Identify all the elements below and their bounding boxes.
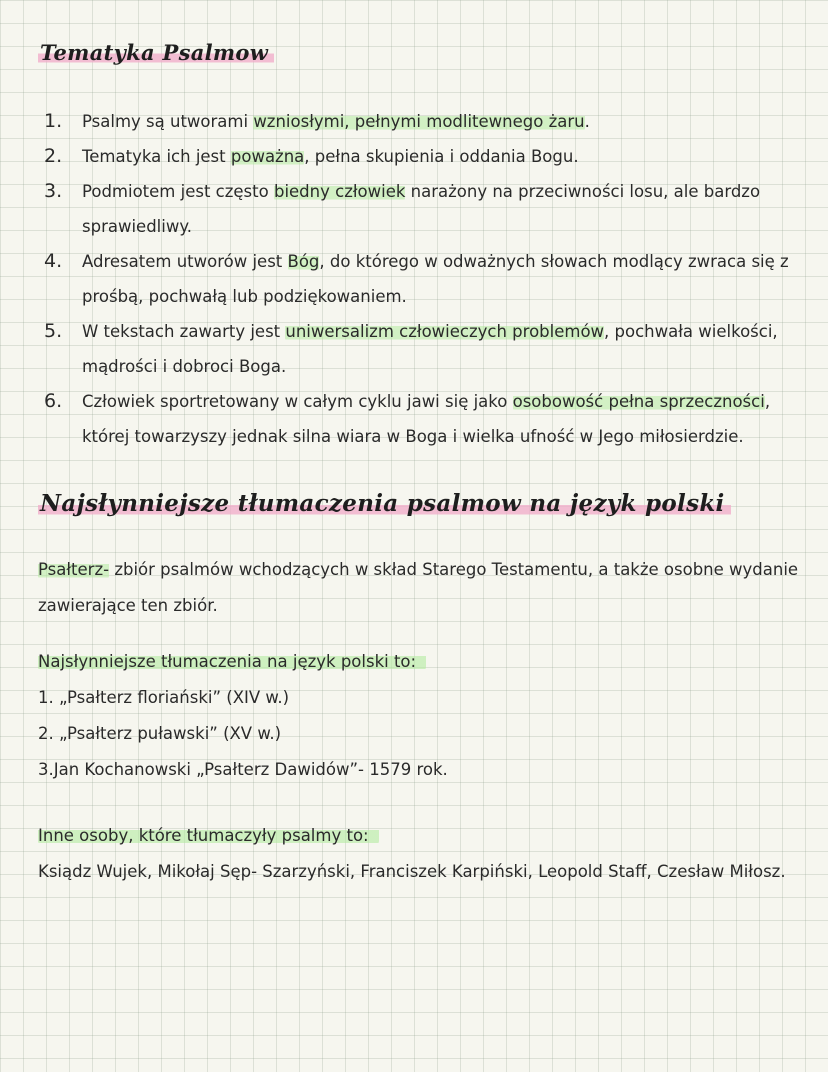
translation-item: 2. „Psałterz puławski” (XV w.) [38,724,282,743]
highlight: poważna [230,147,305,166]
highlight: Bóg [287,252,320,271]
translations-heading: Najsłynniejsze tłumaczenia na język polski to: [38,652,426,671]
list-item-text: narażony na przeciwności losu, ale bardzo sprawiedliwy. [82,182,761,236]
list-item [44,104,804,139]
highlight: osobowość pełna sprzeczności [512,392,765,411]
section-title-tematyka [38,40,274,65]
list-item-number: 1. [44,110,63,132]
translators-text: Ksiądz Wujek, Mikołaj Sęp- Szarzyński, Franciszek Karpiński, Leopold Staff, Czesław Miłosz. [38,862,786,881]
section-title-text: Tematyka Psalmow [38,40,274,65]
psalm-themes-list [44,104,804,454]
translators-heading: Inne osoby, które tłumaczyły psalmy to: [38,826,379,845]
list-item-text: Tematyka ich jest [82,147,231,166]
list-item [44,139,804,174]
list-item [44,174,804,244]
highlight: uniwersalizm człowieczych problemów [285,322,605,341]
list-item [44,244,804,314]
list-item-text: , do którego w odważnych słowach modlący zwraca się z prośbą, pochwałą lub podziękowaniem. [82,252,789,306]
list-item-text: , pełna skupienia i oddania Bogu. [304,147,579,166]
translation-item: 1. „Psałterz floriański” (XIV w.) [38,688,290,707]
list-item-number: 6. [44,390,63,412]
translators-block [38,818,818,890]
translation-item: 3.Jan Kochanowski „Psałterz Dawidów”- 1579 rok. [38,760,448,779]
list-item-text: Psalmy są utworami [82,112,254,131]
list-item-number: 2. [44,145,63,167]
section-title-text: Najsłynniejsze tłumaczenia psalmow na język polski [38,490,731,517]
list-item-text: , której towarzyszy jednak silna wiara w Boga i wielka ufność w Jego miłosierdzie. [82,392,771,446]
list-item-number: 4. [44,250,63,272]
definition-term: Psałterz- [38,560,110,579]
section-title-tlumaczenia [38,490,731,517]
highlight: wzniosłymi, pełnymi modlitewnego żaru [253,112,585,131]
list-item-text: W tekstach zawarty jest [82,322,286,341]
highlight: biedny człowiek [273,182,406,201]
list-item-text: Podmiotem jest często [82,182,274,201]
list-item-text: Człowiek sportretowany w całym cyklu jawi się jako [82,392,513,411]
list-item-text: Adresatem utworów jest [82,252,288,271]
list-item-text: . [584,112,590,131]
list-item-number: 3. [44,180,63,202]
list-item [44,384,804,454]
list-item-text: , pochwała wielkości, mądrości i dobroci Boga. [82,322,778,376]
list-item-number: 5. [44,320,63,342]
definition-text: zbiór psalmów wchodzących w skład Starego Testamentu, a także osobne wydanie zawierające ten zbiór. [38,560,799,615]
translations-block [38,644,818,788]
psalter-definition [38,552,818,624]
list-item [44,314,804,384]
